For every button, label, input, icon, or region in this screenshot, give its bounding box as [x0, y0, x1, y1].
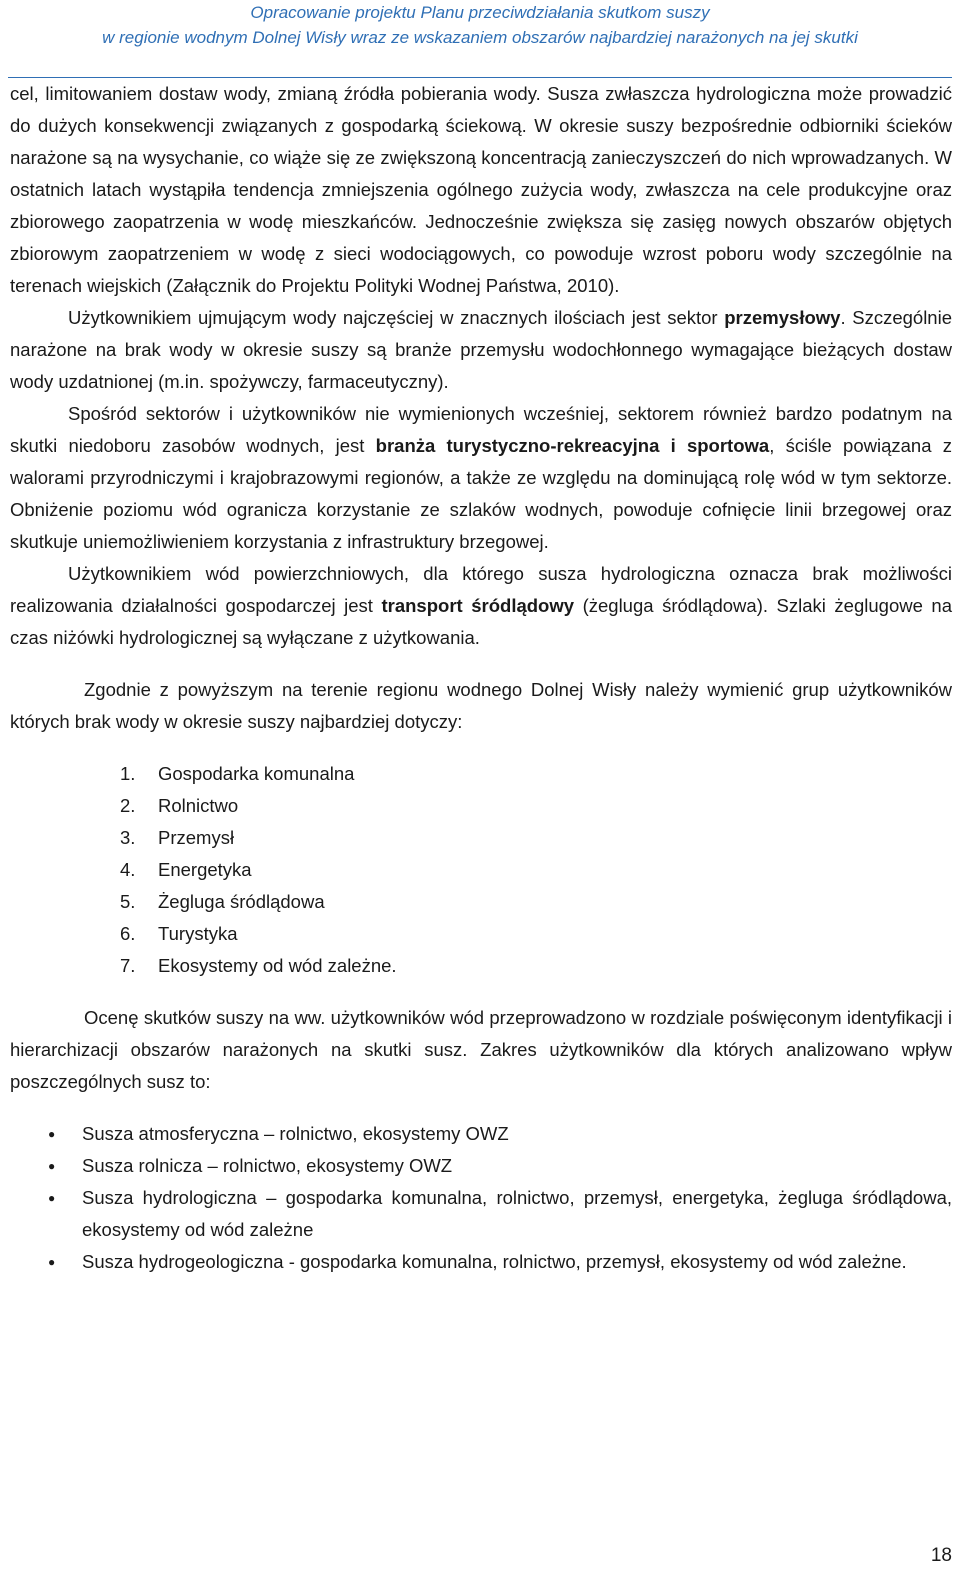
list-item [120, 918, 952, 950]
paragraph-2-text: Użytkownikiem ujmującym wody najczęściej w znacznych ilościach jest sektor [68, 307, 725, 328]
bullet-item [48, 1182, 952, 1246]
paragraph-4 [10, 558, 952, 654]
list-number: 3. [120, 827, 136, 848]
bullet-list [10, 1118, 952, 1278]
numbered-list [10, 758, 952, 982]
bullet-icon: ● [48, 1191, 56, 1205]
bullet-item [48, 1246, 952, 1278]
paragraph-2 [10, 302, 952, 398]
list-item [120, 822, 952, 854]
paragraph-3-text: Spośród sektorów i użytkowników nie wymienionych wcześniej, sektorem również bardzo podatnym na skutki niedoboru zasobów wodnych, jest [10, 403, 952, 456]
paragraph-1: cel, limitowaniem dostaw wody, zmianą źródła pobierania wody. Susza zwłaszcza hydrologiczna może prowadzić do dużych konsekwencji związanych z gospodarką ściekową. W okresie suszy bezpośrednie odbiorniki ścieków narażone są na wysychanie, co wiąże się ze zwiększoną koncentracją zanieczyszczeń do nich wprowadzanych. W ostatnich latach wystąpiła tendencja zmniejszenia ogólnego zużycia wody, zwłaszcza na cele produkcyjne oraz zbiorowego zaopatrzenia w wodę mieszkańców. Jednocześnie zwiększa się zasięg nowych obszarów objętych zbiorowym zaopatrzeniem w wodę z sieci wodociągowych, co powoduje wzrost poboru wody szczególnie na terenach wiejskich (Załącznik do Projektu Polityki Wodnej Państwa, 2010). [10, 83, 952, 296]
list-item-text: Żegluga śródlądowa [158, 891, 325, 912]
spacer [10, 1098, 952, 1118]
paragraph-3-bold: branża turystyczno-rekreacyjna i sportowa [375, 435, 770, 456]
list-item-text: Przemysł [158, 827, 235, 848]
page-header [0, 0, 960, 50]
spacer [10, 654, 952, 674]
list-number: 7. [120, 955, 136, 976]
paragraph-4-text: Użytkownikiem wód powierzchniowych, dla którego susza hydrologiczna oznacza brak możliwości realizowania działalności gospodarczej jest [10, 563, 952, 616]
list-number: 5. [120, 891, 136, 912]
list-number: 4. [120, 859, 136, 880]
bullet-item [48, 1118, 952, 1150]
list-item-text: Turystyka [158, 923, 238, 944]
paragraph-2-text-end: . Szczególnie narażone na brak wody w okresie suszy są branże przemysłu wodochłonnego wymagające bieżących dostaw wody uzdatnionej (m.in. spożywczy, farmaceutyczny). [10, 307, 952, 392]
list-item [120, 854, 952, 886]
bullet-item [48, 1150, 952, 1182]
list-item-text: Rolnictwo [158, 795, 239, 816]
bullet-icon: ● [48, 1255, 56, 1269]
list-item [120, 790, 952, 822]
paragraph-2-bold: przemysłowy [724, 307, 841, 328]
page-number: 18 [930, 1545, 952, 1566]
list-item-text: Gospodarka komunalna [158, 763, 355, 784]
spacer [10, 738, 952, 758]
bullet-icon: ● [48, 1159, 56, 1173]
header-line-1: Opracowanie projektu Planu przeciwdziałania skutkom suszy [250, 3, 710, 22]
bullet-item-text: Susza hydrologiczna – gospodarka komunalna, rolnictwo, przemysł, energetyka, żegluga śródlądowa, ekosystemy od wód zależne [82, 1187, 952, 1240]
list-item [120, 950, 952, 982]
bullet-icon: ● [48, 1127, 56, 1141]
paragraph-3-text-end: , ściśle powiązana z walorami przyrodniczymi i krajobrazowymi regionów, a także ze względu na dominującą rolę wód w tym sektorze. Obniżenie poziomu wód ogranicza korzystanie ze szlaków wodnych, powoduje cofnięcie linii brzegowej oraz skutkuje uniemożliwieniem korzystania z infrastruktury brzegowej. [10, 435, 952, 552]
list-number: 2. [120, 795, 136, 816]
list-item-text: Ekosystemy od wód zależne. [158, 955, 397, 976]
paragraph-4-bold: transport śródlądowy [381, 595, 575, 616]
list-item [120, 886, 952, 918]
paragraph-4-text-end: (żegluga śródlądowa). Szlaki żeglugowe na czas niżówki hydrologicznej są wyłączane z użytkowania. [10, 595, 953, 648]
spacer [10, 982, 952, 1002]
list-item-text: Energetyka [158, 859, 252, 880]
paragraph-5: Zgodnie z powyższym na terenie regionu wodnego Dolnej Wisły należy wymienić grup użytkowników których brak wody w okresie suszy najbardziej dotyczy: [10, 679, 952, 732]
bullet-item-text: Susza atmosferyczna – rolnictwo, ekosystemy OWZ [82, 1123, 509, 1144]
paragraph-3 [10, 398, 952, 558]
header-line-2: w regionie wodnym Dolnej Wisły wraz ze wskazaniem obszarów najbardziej narażonych na jej skutki [102, 28, 858, 47]
document-body [10, 78, 952, 1278]
list-number: 1. [120, 763, 136, 784]
list-number: 6. [120, 923, 136, 944]
paragraph-6: Ocenę skutków suszy na ww. użytkowników wód przeprowadzono w rozdziale poświęconym identyfikacji i hierarchizacji obszarów narażonych na skutki susz. Zakres użytkowników dla których analizowano wpływ poszczególnych susz to: [10, 1007, 952, 1092]
list-item [120, 758, 952, 790]
bullet-item-text: Susza hydrogeologiczna - gospodarka komunalna, rolnictwo, przemysł, ekosystemy od wód zależne. [82, 1251, 907, 1272]
bullet-item-text: Susza rolnicza – rolnictwo, ekosystemy OWZ [82, 1155, 453, 1176]
